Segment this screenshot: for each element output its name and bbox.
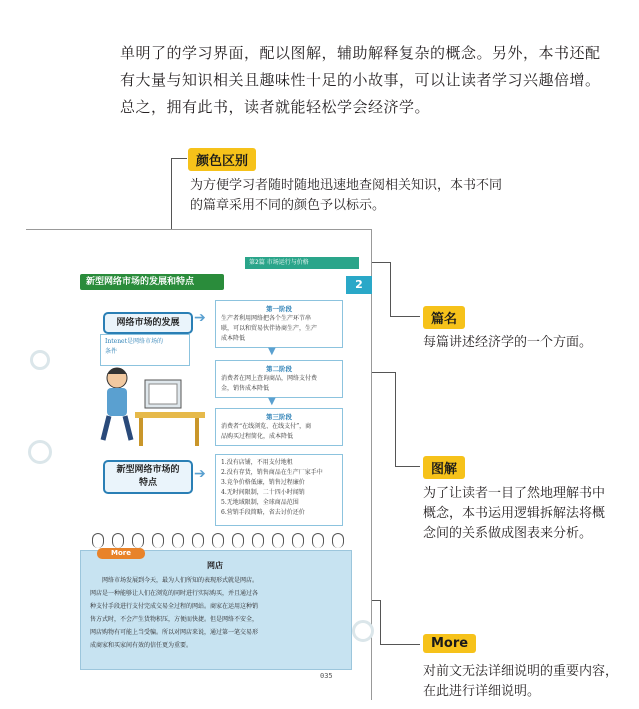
desc-line: 在此进行详细说明。 <box>423 684 541 699</box>
stage-line: 品购买过程简化，成本降低 <box>221 433 294 440</box>
feature-item: 4.无时间限制，二十四小时闻销 <box>221 489 305 496</box>
feature-item: 5.无地域限制，全球商品范围 <box>221 499 299 506</box>
decor-circle <box>352 620 374 642</box>
notebook-line: 网店是一种能够让人们在浏览的同时进行实际购买，并且通过各 <box>90 590 259 597</box>
desc-line: 对前文无法详细说明的重要内容， <box>423 664 619 679</box>
notebook-title: 网店 <box>207 560 223 570</box>
node-market-features <box>103 460 193 494</box>
notebook-line: 成商家和买家间有效的信任更为重要。 <box>90 642 193 649</box>
note-line: 条件 <box>105 348 118 355</box>
callout-color-desc <box>190 176 502 216</box>
node-market-development: 网络市场的发展 <box>103 312 193 334</box>
more-badge: More <box>97 548 145 559</box>
node-line: 新型网络市场的 <box>116 465 180 475</box>
arrow-down-icon: ▼ <box>268 396 276 407</box>
callout-more-title: More <box>423 634 476 653</box>
callout-diagram-desc <box>423 484 605 544</box>
notebook-line: 售方式时，不会产生货物积压，方便而快捷。但是网络不安全， <box>90 616 259 623</box>
desc-line: 为方便学习者随时随地迅速地查阅相关知识，本书不同 <box>190 178 503 193</box>
notebook-line: 网店购物有可能上当受骗。所以对网店来说，通过第一笔交易形 <box>90 629 259 636</box>
decor-circle <box>28 440 52 464</box>
stage-title: 第三阶段 <box>266 413 292 421</box>
stage-line: 消费者“在线浏览、在线支付”，商 <box>221 423 312 430</box>
decor-circle <box>30 350 50 370</box>
stage-line: 金，销售成本降低 <box>221 385 270 392</box>
desc-line: 念间的关系做成图表来分析。 <box>423 526 593 541</box>
callout-more-desc <box>423 662 618 702</box>
chapter-header: 第2篇 市场运行与价格 <box>245 257 359 269</box>
note-line: Intenet是网络市场的 <box>105 338 164 345</box>
stage-line: 生产者利用网络把各个生产环节串 <box>221 315 312 322</box>
feature-item: 1.没有店铺，不用支付地租 <box>221 459 293 466</box>
feature-item: 6.营销手段简略，省去讨价还价 <box>221 509 305 516</box>
stage-line: 成本降低 <box>221 335 246 342</box>
stage-line: 消费者在网上查询商品，网络支付费 <box>221 375 318 382</box>
stage-box-1 <box>215 300 343 348</box>
stage-title: 第二阶段 <box>266 365 292 373</box>
intro-paragraph <box>120 40 620 121</box>
stage-box-3 <box>215 408 343 446</box>
stage-box-2 <box>215 360 343 398</box>
feature-item: 3.竞争价格低廉，销售过程廉价 <box>221 479 305 486</box>
page-number: 035 <box>320 672 333 680</box>
callout-chapter-title: 篇名 <box>423 306 465 329</box>
feature-item: 2.没有存货，销售商品在生产厂家手中 <box>221 469 323 476</box>
callout-chapter-desc: 每篇讲述经济学的一个方面。 <box>423 335 593 350</box>
callout-diagram-title: 图解 <box>423 456 465 479</box>
notebook-line: 网络市场发展到今天，最为人们所知的表现形式就是网店。 <box>102 577 259 584</box>
person-at-computer-illustration <box>95 360 215 450</box>
arrow-down-icon: ▼ <box>268 346 276 357</box>
section-title: 新型网络市场的发展和特点 <box>80 274 224 290</box>
desc-line: 为了让读者一目了然地理解书中 <box>423 486 606 501</box>
intro-line: 有大量与知识相关且趣味性十足的小故事，可以让读者学习兴趣倍增。 <box>120 71 601 89</box>
intro-line: 单明了的学习界面，配以图解，辅助解释复杂的概念。另外，本书还配 <box>120 44 601 62</box>
stage-title: 第一阶段 <box>266 305 292 313</box>
notebook-text <box>90 574 342 652</box>
arrow-right-icon: ➔ <box>194 466 206 482</box>
arrow-right-icon: ➔ <box>194 310 206 326</box>
section-number: 2 <box>346 276 372 294</box>
stage-line: 联，可以和贸易伙伴协商生产，生产 <box>221 325 318 332</box>
notebook-line: 种支付手段进行支付完成交易全过程的网站。商家在运用这种销 <box>90 603 259 610</box>
callout-color-title: 颜色区别 <box>188 148 256 171</box>
desc-line: 的篇章采用不同的颜色予以标示。 <box>190 198 386 213</box>
features-box <box>215 454 343 526</box>
intro-line: 总之，拥有此书，读者就能轻松学会经济学。 <box>120 98 431 116</box>
desc-line: 概念，本书运用逻辑拆解法将概 <box>423 506 606 521</box>
node-line: 特点 <box>138 478 157 488</box>
